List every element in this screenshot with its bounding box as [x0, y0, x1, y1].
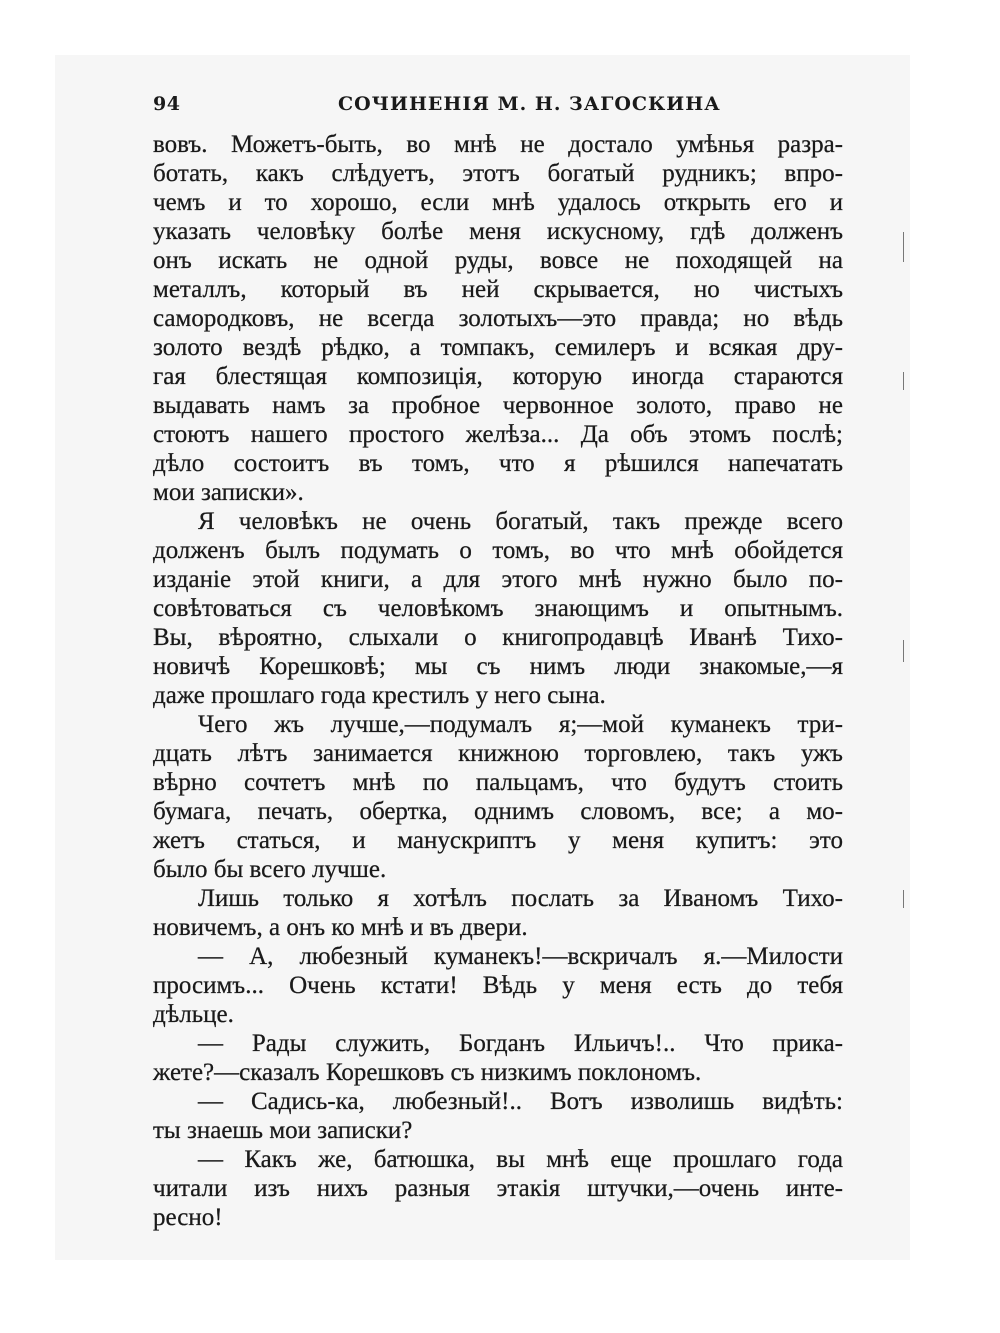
- margin-mark: [903, 372, 904, 390]
- text-line: дѣльце.: [153, 1001, 234, 1028]
- text-line: было бы всего лучше.: [153, 856, 387, 883]
- running-title: СОЧИНЕНІЯ М. Н. ЗАГОСКИНА: [338, 93, 721, 115]
- text-line: дцать лѣтъ занимается книжною торговлею, такъ ужъ: [153, 740, 843, 767]
- text-line: стоютъ нашего простого желѣза... Да объ этомъ послѣ;: [153, 421, 843, 448]
- text-line: — Садись-ка, любезный!.. Вотъ изволишь видѣть:: [198, 1088, 843, 1115]
- text-line: Чего жъ лучше,—подумалъ я;—мой куманекъ три-: [198, 711, 843, 738]
- margin-mark: [903, 640, 904, 662]
- text-line: гая блестящая композиція, которую иногда стараются: [153, 363, 843, 390]
- text-line: ботать, какъ слѣдуетъ, этотъ богатый рудникъ; впро-: [153, 160, 843, 187]
- body-text: [153, 130, 843, 1232]
- text-line: читали изъ нихъ разныя этакія штучки,—очень инте-: [153, 1175, 843, 1202]
- text-line: даже прошлаго года крестилъ у него сына.: [153, 682, 606, 709]
- text-line: выдавать намъ за пробное червонное золото, право не: [153, 392, 843, 419]
- text-line: жетъ статься, и манускриптъ у меня купитъ: это: [153, 827, 843, 854]
- text-line: вовъ. Можетъ-быть, во мнѣ не достало умѣнья разра-: [153, 131, 843, 158]
- text-line: новичѣ Корешковѣ; мы съ нимъ люди знакомые,—я: [153, 653, 843, 680]
- margin-mark: [903, 232, 904, 262]
- text-line: Лишь только я хотѣлъ послать за Иваномъ Тихо-: [198, 885, 843, 912]
- text-line: — А, любезный куманекъ!—вскричалъ я.—Милости: [198, 943, 843, 970]
- page-header: [153, 85, 843, 119]
- text-line: самородковъ, не всегда золотыхъ—это правда; но вѣдь: [153, 305, 843, 332]
- text-line: — Какъ же, батюшка, вы мнѣ еще прошлаго года: [198, 1146, 843, 1173]
- text-line: совѣтоваться съ человѣкомъ знающимъ и опытнымъ.: [153, 595, 843, 622]
- text-line: долженъ былъ подумать о томъ, во что мнѣ обойдется: [153, 537, 843, 564]
- text-line: ресно!: [153, 1204, 223, 1231]
- text-line: Я человѣкъ не очень богатый, такъ прежде всего: [198, 508, 843, 535]
- text-line: чемъ и то хорошо, если мнѣ удалось открыть его и: [153, 189, 843, 216]
- text-line: указать человѣку болѣе меня искусному, гдѣ долженъ: [153, 218, 843, 245]
- text-line: ты знаешь мои записки?: [153, 1117, 413, 1144]
- text-line: Вы, вѣроятно, слыхали о книгопродавцѣ Иванѣ Тихо-: [153, 624, 843, 651]
- text-line: онъ искать не одной руды, вовсе не походящей на: [153, 247, 843, 274]
- margin-mark: [903, 890, 904, 908]
- text-line: жете?—сказалъ Корешковъ съ низкимъ поклономъ.: [153, 1059, 702, 1086]
- book-page: [153, 85, 843, 1232]
- text-line: — Рады служить, Богданъ Ильичъ!.. Что прика-: [198, 1030, 843, 1057]
- text-line: новичемъ, а онъ ко мнѣ и въ двери.: [153, 914, 528, 941]
- text-line: металлъ, который въ ней скрывается, но чистыхъ: [153, 276, 843, 303]
- text-line: мои записки».: [153, 479, 304, 506]
- text-line: золото вездѣ рѣдко, а томпакъ, семилеръ и всякая дру-: [153, 334, 843, 361]
- text-line: дѣло состоитъ въ томъ, что я рѣшился напечатать: [153, 450, 843, 477]
- text-line: изданіе этой книги, а для этого мнѣ нужно было по-: [153, 566, 843, 593]
- text-line: бумага, печать, обертка, однимъ словомъ, все; а мо-: [153, 798, 843, 825]
- page-number: 94: [153, 93, 181, 115]
- text-line: вѣрно сочтетъ мнѣ по пальцамъ, что будутъ стоить: [153, 769, 843, 796]
- text-line: просимъ... Очень кстати! Вѣдь у меня есть до тебя: [153, 972, 843, 999]
